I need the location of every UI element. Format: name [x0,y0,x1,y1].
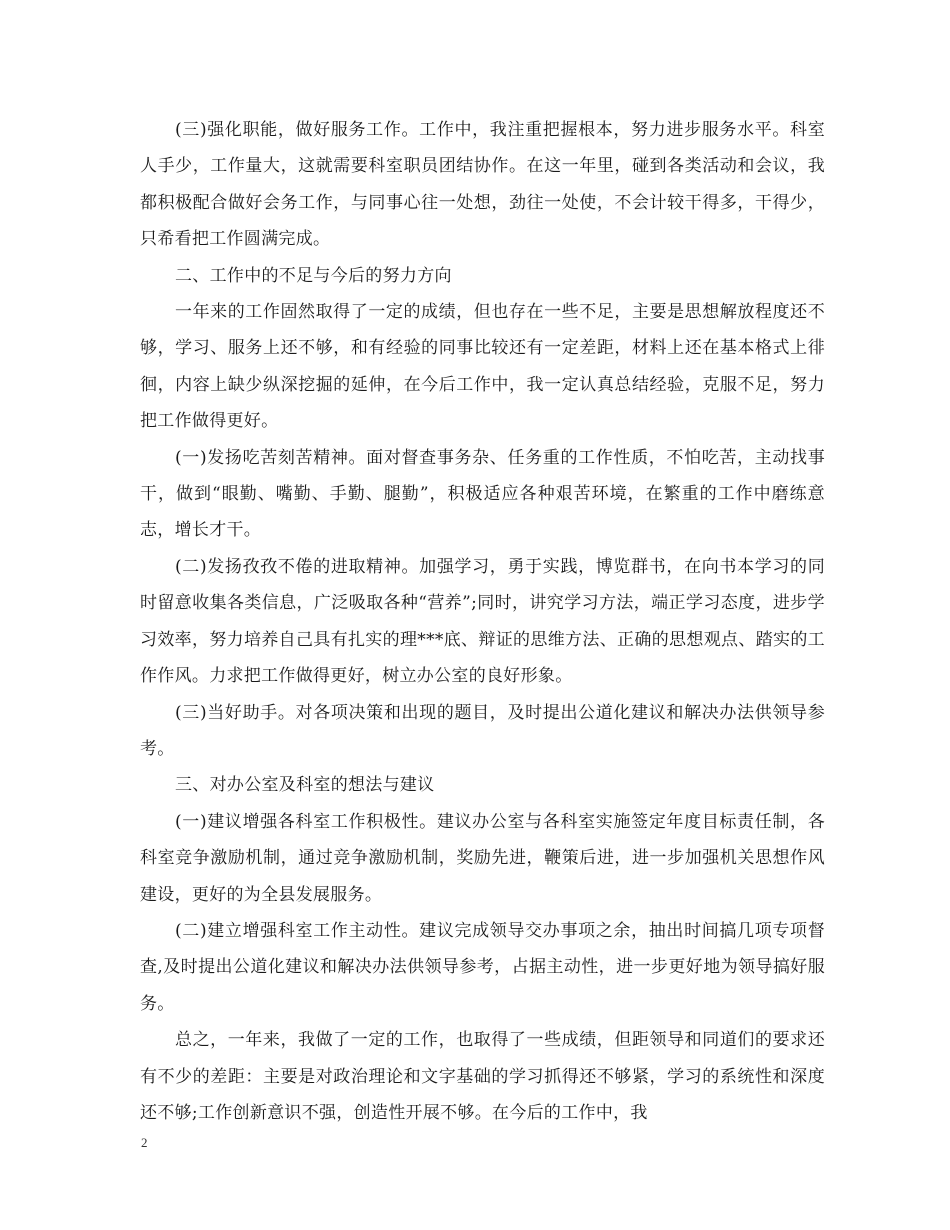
paragraph-enterprising-spirit: (二)发扬孜孜不倦的进取精神。加强学习，勇于实践，博览群书，在向书本学习的同时留意收集各类信息，广泛吸取各种“营养”;同时，讲究学习方法，端正学习态度，进步学习效率，努力培养自己具有扎实的理***底、辩证的思维方法、正确的思想观点、踏实的工作作风。力求把工作做得更好，树立办公室的良好形象。 [140,556,825,687]
paragraph-hardworking-spirit: (一)发扬吃苦刻苦精神。面对督查事务杂、任务重的工作性质，不怕吃苦，主动找事干，做到“眼勤、嘴勤、手勤、腿勤”，积极适应各种艰苦环境，在繁重的工作中磨练意志，增长才干。 [140,447,825,541]
paragraph-conclusion: 总之，一年来，我做了一定的工作，也取得了一些成绩，但距领导和同道们的要求还有不少的差距：主要是对政治理论和文字基础的学习抓得还不够紧，学习的系统性和深度还不够;工作创新意识不强，创造性开展不够。在今后的工作中，我 [140,1030,825,1123]
paragraph-suggestion-initiative: (二)建立增强科室工作主动性。建议完成领导交办事项之余，抽出时间搞几项专项督查,及时提出公道化建议和解决办法供领导参考，占据主动性，进一步更好地为领导搞好服务。 [140,920,825,1014]
document-body [140,112,825,1131]
section-heading-suggestions: 三、对办公室及科室的想法与建议 [175,775,435,796]
paragraph-suggestion-enthusiasm: (一)建议增强各科室工作积极性。建议办公室与各科室实施签定年度目标责任制，各科室竞争激励机制，通过竞争激励机制，奖励先进，鞭策后进，进一步加强机关思想作风建设，更好的为全县发展服务。 [140,811,825,905]
paragraph-shortcomings-summary: 一年来的工作固然取得了一定的成绩，但也存在一些不足，主要是思想解放程度还不够，学习、服务上还不够，和有经验的同事比较还有一定差距，材料上还在基本格式上徘徊，内容上缺少纵深挖掘的延伸，在今后工作中，我一定认真总结经验，克服不足，努力把工作做得更好。 [140,302,825,432]
paragraph-strengthen-function: (三)强化职能，做好服务工作。工作中，我注重把握根本，努力进步服务水平。科室人手少，工作量大，这就需要科室职员团结协作。在这一年里，碰到各类活动和会议，我都积极配合做好会务工作，与同事心往一处想，劲往一处使，不会计较干得多，干得少，只希看把工作圆满完成。 [140,120,825,250]
section-heading-shortcomings: 二、工作中的不足与今后的努力方向 [175,265,452,286]
page-number: 2 [141,1135,148,1150]
paragraph-good-assistant: (三)当好助手。对各项决策和出现的题目，及时提出公道化建议和解决办法供领导参考。 [140,702,825,759]
